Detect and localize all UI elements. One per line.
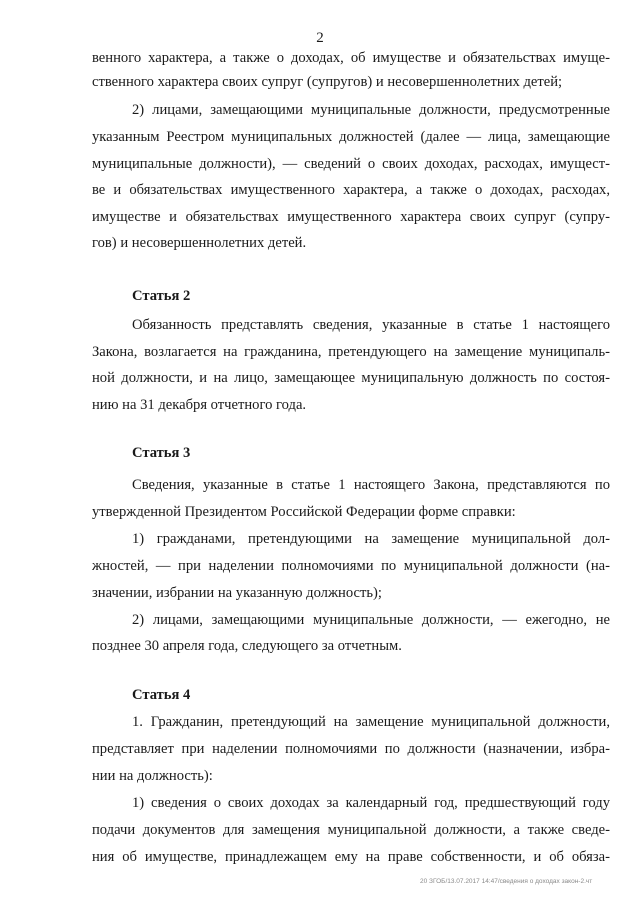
text-line: венного характера, а также о доходах, об имуществе и обязательствах имуще- — [92, 50, 610, 66]
text-line: значении, избрании на указанную должность); — [92, 585, 382, 601]
text-line: Обязанность представлять сведения, указанные в статье 1 настоящего — [132, 317, 610, 333]
text-line: Сведения, указанные в статье 1 настоящего Закона, представляются по — [132, 477, 610, 493]
article-heading: Статья 4 — [132, 687, 191, 703]
text-line: 1) сведения о своих доходах за календарный год, предшествующий году — [132, 795, 610, 811]
article-heading: Статья 3 — [132, 445, 191, 461]
text-line: 1) гражданами, претендующими на замещение муниципальной дол- — [132, 531, 610, 547]
text-line: муниципальные должности), — сведений о своих доходах, расходах, имущест- — [92, 156, 610, 172]
text-line: ственного характера своих супруг (супругов) и несовершеннолетних детей; — [92, 74, 563, 90]
footer-stamp: 20 ЗГОБ/13.07.2017 14:47/сведения о доходах закон-2.чт — [420, 878, 593, 885]
text-line: 2) лицами, замещающими муниципальные должности, предусмотренные — [132, 102, 610, 118]
text-line: утвержденной Президентом Российской Федерации форме справки: — [92, 504, 516, 520]
text-line: 1. Гражданин, претендующий на замещение муниципальной должности, — [132, 714, 610, 730]
page-number: 2 — [316, 30, 324, 46]
text-line: 2) лицами, замещающими муниципальные должности, — ежегодно, не — [132, 612, 610, 628]
text-line: имуществе и обязательствах имущественного характера своих супруг (супру- — [92, 209, 610, 225]
text-line: Закона, возлагается на гражданина, претендующего на замещение муниципаль- — [92, 344, 610, 360]
text-line: представляет при наделении полномочиями по должности (назначении, избра- — [92, 741, 610, 757]
text-line: жностей, — при наделении полномочиями по муниципальной должности (на- — [92, 558, 610, 574]
text-line: указанным Реестром муниципальных должностей (далее — лица, замещающие — [92, 129, 610, 145]
text-line: ве и обязательствах имущественного характера, а также о доходах, расходах, — [92, 182, 610, 198]
text-line: позднее 30 апреля года, следующего за отчетным. — [92, 638, 402, 654]
text-line: ния об имуществе, принадлежащем ему на праве собственности, и об обяза- — [92, 849, 610, 865]
text-line: гов) и несовершеннолетних детей. — [92, 235, 307, 251]
text-line: подачи документов для замещения муниципальной должности, а также сведе- — [92, 822, 610, 838]
text-line: нии на должность): — [92, 768, 213, 784]
text-line: нию на 31 декабря отчетного года. — [92, 397, 307, 413]
text-line: ной должности, и на лицо, замещающее муниципальную должность по состоя- — [92, 370, 610, 386]
article-heading: Статья 2 — [132, 288, 191, 304]
